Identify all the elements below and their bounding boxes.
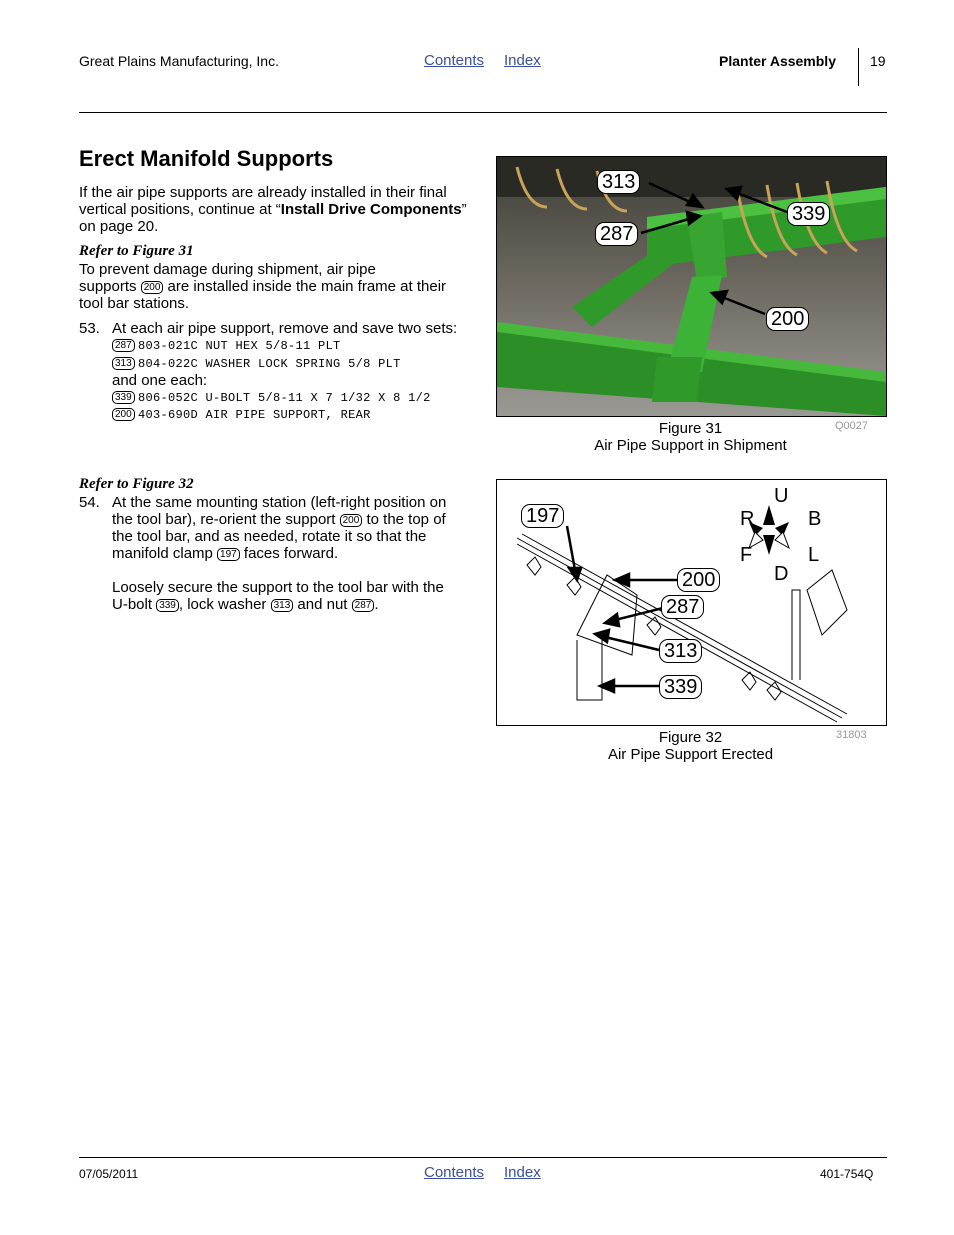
step-54-line2a: the tool bar), re-orient the support bbox=[112, 511, 340, 528]
compass-right-label: R bbox=[740, 508, 755, 530]
footer-contents-link[interactable]: Contents bbox=[424, 1164, 485, 1181]
step-54-text bbox=[112, 494, 477, 613]
part-tag: 197 bbox=[217, 548, 240, 561]
compass-down-label: D bbox=[774, 563, 789, 585]
callout-313: 313 bbox=[597, 170, 640, 194]
figure-31-title: Air Pipe Support in Shipment bbox=[594, 437, 787, 454]
part-tag: 313 bbox=[271, 599, 294, 612]
shipment-line3: tool bar stations. bbox=[79, 295, 190, 312]
page-title: Erect Manifold Supports bbox=[79, 146, 334, 171]
figure-32-number: Figure 32 bbox=[658, 729, 723, 746]
contents-link[interactable]: Contents bbox=[424, 52, 485, 69]
step-54-line1: At the same mounting station (left-right position on bbox=[112, 494, 447, 511]
step-54-p2-line2c: and nut bbox=[293, 596, 352, 613]
callout-287: 287 bbox=[595, 222, 638, 246]
callout-339: 339 bbox=[659, 675, 702, 699]
step-54-line3: the tool bar, and as needed, rotate it so that the bbox=[112, 528, 427, 545]
part-tag: 287 bbox=[112, 339, 135, 352]
step-54-p2-line2a: U-bolt bbox=[112, 596, 157, 613]
figure-32-code: 31803 bbox=[836, 729, 867, 741]
part-tag: 313 bbox=[112, 357, 135, 370]
figure-31-photo bbox=[496, 156, 887, 417]
index-link[interactable]: Index bbox=[504, 52, 541, 69]
figure-32-drawing bbox=[496, 479, 887, 726]
part-tag: 200 bbox=[112, 408, 135, 421]
part-desc: 806-052C U-BOLT 5/8-11 X 7 1/32 X 8 1/2 bbox=[138, 391, 431, 405]
footer-rule bbox=[79, 1157, 887, 1158]
part-tag: 287 bbox=[352, 599, 375, 612]
figure-31-number: Figure 31 bbox=[658, 420, 723, 437]
callout-287: 287 bbox=[661, 595, 704, 619]
part-row bbox=[112, 337, 341, 354]
figure-31-code: Q0027 bbox=[835, 420, 869, 432]
footer-date: 07/05/2011 bbox=[79, 1167, 139, 1181]
part-desc: 803-021C NUT HEX 5/8-11 PLT bbox=[138, 339, 341, 353]
compass-icon bbox=[749, 505, 789, 555]
footer-doc-number: 401-754Q bbox=[820, 1167, 874, 1181]
shipment-line2a: supports bbox=[79, 278, 141, 295]
intro-text: If the air pipe supports are already installed in their final vertical positions, continue at “ bbox=[79, 184, 447, 218]
compass-back-label: B bbox=[808, 508, 822, 530]
footer-index-link[interactable]: Index bbox=[504, 1164, 541, 1181]
header-divider bbox=[858, 48, 859, 86]
compass-front-label: F bbox=[740, 544, 753, 566]
shipment-line1: To prevent damage during shipment, air pipe bbox=[79, 261, 376, 278]
part-row bbox=[112, 406, 371, 423]
step-54-p2-line2b: , lock washer bbox=[178, 596, 271, 613]
part-tag: 339 bbox=[112, 391, 135, 404]
part-tag: 200 bbox=[340, 514, 363, 527]
figure-32-caption bbox=[496, 729, 885, 763]
step-54-number: 54. bbox=[79, 494, 100, 511]
header-section: Planter Assembly bbox=[719, 53, 836, 69]
refer-figure-31: Refer to Figure 31 bbox=[79, 243, 194, 259]
intro-link-text: Install Drive Components bbox=[280, 201, 462, 218]
step-54-line4a: manifold clamp bbox=[112, 545, 218, 562]
step-54-p2-line1: Loosely secure the support to the tool bar with the bbox=[112, 579, 444, 596]
step-53-number: 53. bbox=[79, 320, 100, 337]
and-one-each: and one each: bbox=[112, 372, 208, 389]
header-company: Great Plains Manufacturing, Inc. bbox=[79, 53, 279, 69]
compass-left-label: L bbox=[808, 544, 820, 566]
step-54-line2b: to the top of bbox=[362, 511, 446, 528]
callout-313: 313 bbox=[659, 639, 702, 663]
shipment-line2b: are installed inside the main frame at their bbox=[163, 278, 447, 295]
callout-197: 197 bbox=[521, 504, 564, 528]
step-54-line4b: faces forward. bbox=[239, 545, 339, 562]
callout-200: 200 bbox=[677, 568, 720, 592]
page-number: 19 bbox=[870, 53, 886, 69]
part-row bbox=[112, 389, 431, 406]
figure-32-title: Air Pipe Support Erected bbox=[607, 746, 774, 763]
shipment-paragraph bbox=[79, 261, 474, 312]
figure-31-caption bbox=[496, 420, 885, 454]
header-rule bbox=[79, 112, 887, 113]
callout-200: 200 bbox=[766, 307, 809, 331]
part-desc: 403-690D AIR PIPE SUPPORT, REAR bbox=[138, 408, 371, 422]
compass-up-label: U bbox=[774, 485, 789, 507]
intro-text-end: ” on page 20. bbox=[79, 201, 467, 235]
callout-339: 339 bbox=[787, 202, 830, 226]
part-tag: 339 bbox=[156, 599, 179, 612]
intro-paragraph bbox=[79, 184, 474, 235]
step-53-text: At each air pipe support, remove and save two sets: bbox=[112, 320, 458, 337]
part-desc: 804-022C WASHER LOCK SPRING 5/8 PLT bbox=[138, 357, 401, 371]
part-tag: 200 bbox=[141, 281, 164, 294]
part-row bbox=[112, 355, 401, 372]
refer-figure-32: Refer to Figure 32 bbox=[79, 476, 194, 492]
figure-31-illustration bbox=[497, 157, 886, 416]
step-54-p2-line2d: . bbox=[374, 596, 379, 613]
